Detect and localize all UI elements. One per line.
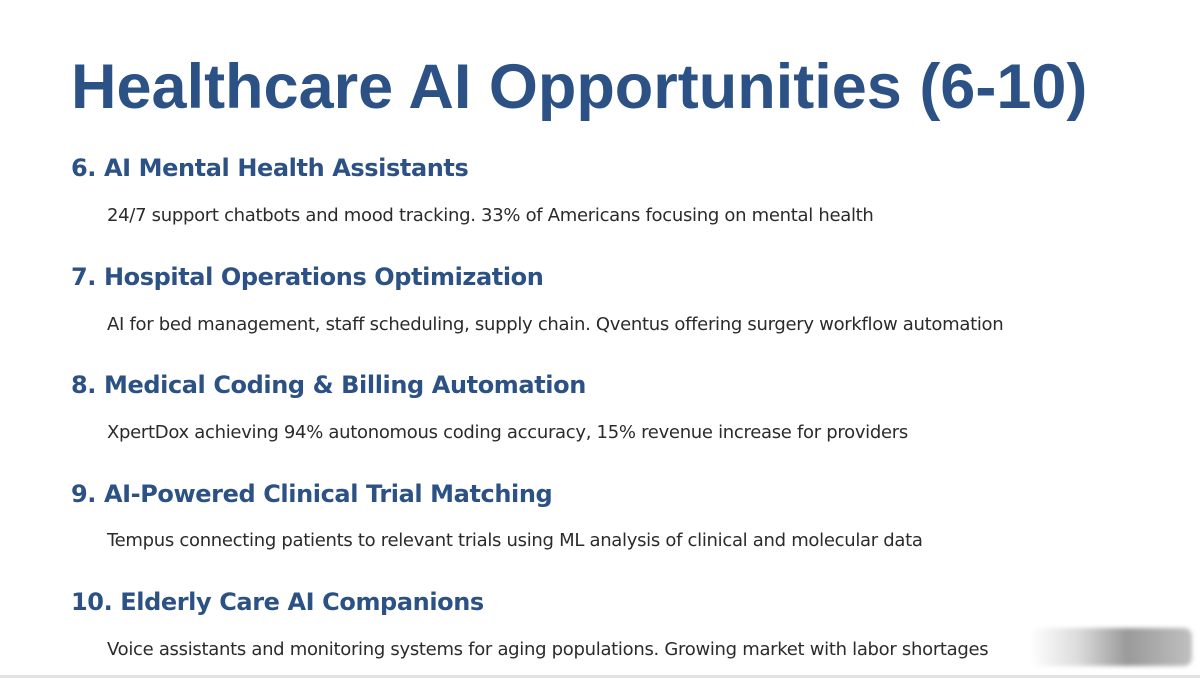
item-heading-6: 6. AI Mental Health Assistants <box>71 154 469 182</box>
item-heading-10: 10. Elderly Care AI Companions <box>71 588 484 616</box>
item-heading-7: 7. Hospital Operations Optimization <box>71 263 544 291</box>
item-heading-8: 8. Medical Coding & Billing Automation <box>71 371 586 399</box>
item-description-9: Tempus connecting patients to relevant trials using ML analysis of clinical and molecular data <box>107 530 923 551</box>
slide-title: Healthcare AI Opportunities (6-10) <box>71 52 1088 122</box>
item-description-6: 24/7 support chatbots and mood tracking. 33% of Americans focusing on mental health <box>107 205 874 226</box>
item-description-7: AI for bed management, staff scheduling, supply chain. Qventus offering surgery workflow automation <box>107 314 1004 335</box>
item-heading-9: 9. AI-Powered Clinical Trial Matching <box>71 480 553 508</box>
item-description-10: Voice assistants and monitoring systems for aging populations. Growing market with labor shortages <box>107 639 989 660</box>
item-description-8: XpertDox achieving 94% autonomous coding accuracy, 15% revenue increase for providers <box>107 422 908 443</box>
watermark-logo <box>1030 628 1192 666</box>
